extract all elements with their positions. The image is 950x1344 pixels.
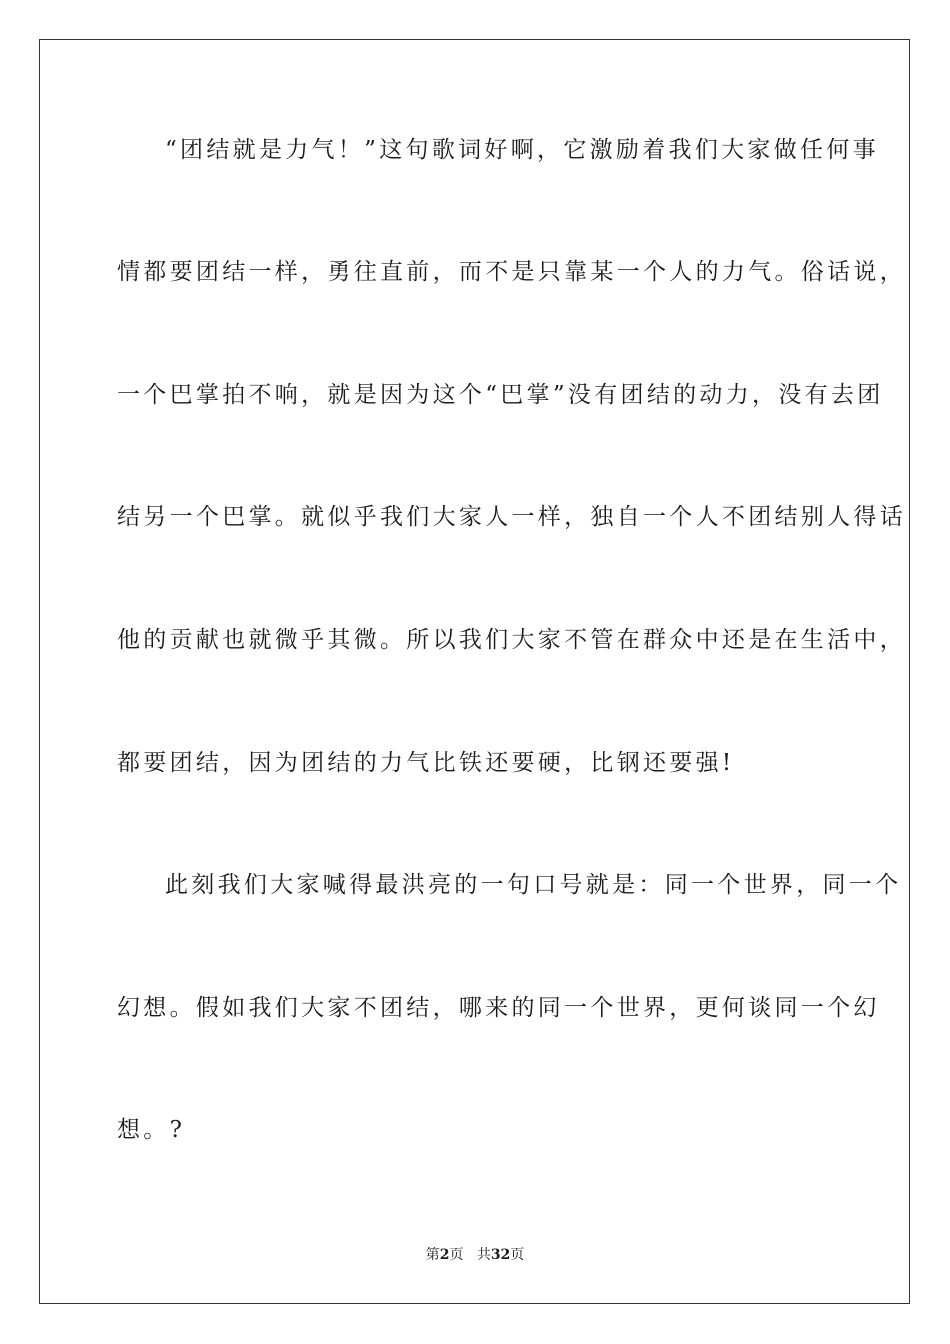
text-line-7: 此刻我们大家喊得最洪亮的一句口号就是：同一个世界，同一个 (165, 872, 902, 898)
text-line-5: 他的贡献也就微乎其微。所以我们大家不管在群众中还是在生活中， (117, 627, 906, 653)
text-line-8: 幻想。假如我们大家不团结，哪来的同一个世界，更何谈同一个幻 (117, 995, 880, 1021)
footer-page-prefix: 第 (425, 1247, 440, 1263)
footer-page-suffix: 页 (449, 1247, 464, 1263)
footer-total-pages: 32 (490, 1247, 511, 1263)
text-line-4: 结另一个巴掌。就似乎我们大家人一样，独自一个人不团结别人得话 (117, 504, 906, 530)
text-line-3: 一个巴掌拍不响，就是因为这个“巴掌”没有团结的动力，没有去团 (117, 382, 884, 408)
text-line-6: 都要团结，因为团结的力气比铁还要硬，比钢还要强! (117, 750, 735, 776)
footer-page-number: 2 (439, 1247, 450, 1263)
text-line-2: 情都要团结一样，勇往直前，而不是只靠某一个人的力气。俗话说， (117, 259, 906, 285)
footer-total-prefix: 共 (476, 1247, 491, 1263)
text-line-1: “团结就是力气！”这句歌词好啊，它激励着我们大家做任何事 (165, 137, 879, 163)
page-footer (0, 1245, 950, 1265)
text-line-9: 想。? (117, 1117, 186, 1143)
footer-total-suffix: 页 (510, 1247, 525, 1263)
